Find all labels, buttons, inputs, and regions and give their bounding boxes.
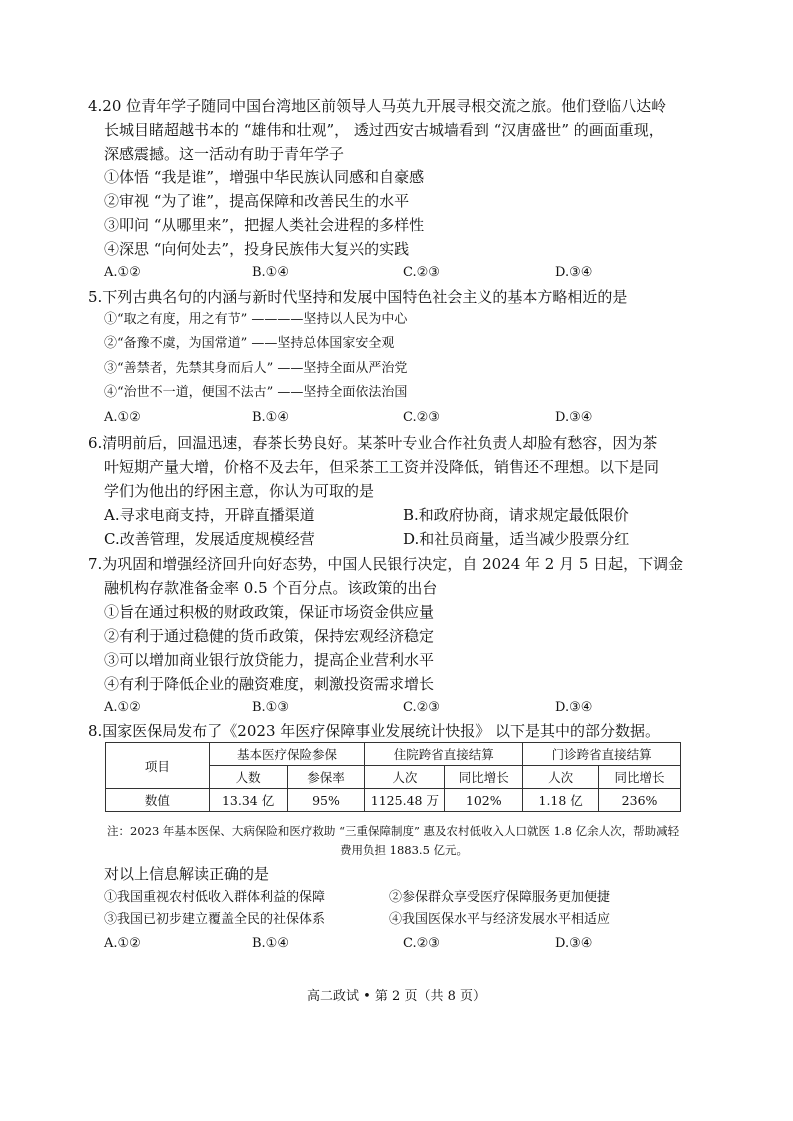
q7-item-1: ①旨在通过积极的财政政策，保证市场资金供应量	[104, 603, 435, 621]
table-item-header: 项目	[106, 743, 210, 789]
q5-option-a: A.①②	[104, 410, 141, 425]
q4-option-d: D.③④	[555, 265, 593, 280]
q8-item-2: ②参保群众享受医疗保障服务更加便捷	[389, 890, 611, 905]
q6-stem-line1: 6.清明前后，回温迅速，春茶长势良好。某茶叶专业合作社负责人却脸有愁容，因为茶	[88, 434, 658, 452]
q4-stem-line3: 深感震撼。这一活动有助于青年学子	[104, 145, 345, 163]
table-subheader: 同比增长	[599, 766, 681, 789]
q8-note-line1: 注：2023 年基本医保、大病保险和医疗救助 “三重保障制度” 惠及农村低收入人口就医 1.8 亿余人次，帮助减轻	[107, 824, 680, 838]
q8-item-4: ④我国医保水平与经济发展水平相适应	[389, 912, 611, 927]
q5-item-3: ③“善禁者，先禁其身而后人” ——坚持全面从严治党	[104, 361, 408, 376]
q4-item-3: ③叩问 “从哪里来”，把握人类社会进程的多样性	[104, 216, 425, 234]
q7-option-a: A.①②	[104, 700, 141, 715]
q5-item-4: ④“治世不一道，便国不法古” ——坚持全面依法治国	[104, 385, 408, 400]
q5-stem: 5.下列古典名句的内涵与新时代坚持和发展中国特色社会主义的基本方略相近的是	[88, 288, 628, 306]
q8-item-3: ③我国已初步建立覆盖全民的社保体系	[104, 912, 326, 927]
q5-option-b: B.①④	[252, 410, 289, 425]
q6-option-d: D.和社员商量，适当减少股票分红	[403, 530, 630, 548]
q7-item-4: ④有利于降低企业的融资难度，刺激投资需求增长	[104, 675, 435, 693]
table-header-row	[106, 743, 681, 766]
q4-stem-line2: 长城目睹超越书本的 “雄伟和壮观”， 透过西安古城墙看到 “汉唐盛世” 的画面重现，	[104, 121, 664, 139]
table-group-header: 门诊跨省直接结算	[523, 743, 681, 766]
table-cell: 236%	[599, 789, 681, 812]
table-subheader: 参保率	[287, 766, 365, 789]
page-footer: 高二政试 • 第 2 页（共 8 页）	[306, 989, 486, 1004]
q4-option-a: A.①②	[104, 265, 141, 280]
q8-option-c: C.②③	[403, 936, 440, 951]
q5-option-d: D.③④	[555, 410, 593, 425]
q8-option-a: A.①②	[104, 936, 141, 951]
table-group-header: 住院跨省直接结算	[365, 743, 523, 766]
q7-option-d: D.③④	[555, 700, 593, 715]
q8-question: 对以上信息解读正确的是	[104, 865, 270, 883]
q7-option-c: C.②③	[403, 700, 440, 715]
q8-option-b: B.①④	[252, 936, 289, 951]
q8-option-d: D.③④	[555, 936, 593, 951]
q7-item-3: ③可以增加商业银行放贷能力，提高企业营利水平	[104, 651, 435, 669]
table-cell: 1125.48 万	[365, 789, 445, 812]
table-cell: 102%	[445, 789, 523, 812]
table-group-header: 基本医疗保险参保	[209, 743, 365, 766]
q7-option-b: B.①③	[252, 700, 289, 715]
q6-stem-line3: 学们为他出的纾困主意，你认为可取的是	[104, 482, 375, 500]
q6-option-a: A.寻求电商支持，开辟直播渠道	[104, 506, 315, 524]
table-cell: 1.18 亿	[523, 789, 599, 812]
q8-item-1: ①我国重视农村低收入群体利益的保障	[104, 890, 326, 905]
q4-item-4: ④深思 “向何处去”，投身民族伟大复兴的实践	[104, 240, 410, 258]
q4-item-1: ①体悟 “我是谁”，增强中华民族认同感和自豪感	[104, 168, 425, 186]
table-cell: 13.34 亿	[209, 789, 287, 812]
q4-option-c: C.②③	[403, 265, 440, 280]
table-row	[106, 789, 681, 812]
table-cell: 95%	[287, 789, 365, 812]
q6-option-b: B.和政府协商，请求规定最低限价	[403, 506, 629, 524]
q6-stem-line2: 叶短期产量大增，价格不及去年，但采茶工工资并没降低，销售还不理想。以下是同	[104, 458, 660, 476]
table-row-label: 数值	[106, 789, 210, 812]
q7-stem-line1: 7.为巩固和增强经济回升向好态势，中国人民银行决定，自 2024 年 2 月 5 日起，下调金	[88, 555, 684, 573]
table-subheader: 同比增长	[445, 766, 523, 789]
q5-item-1: ①“取之有度，用之有节” ————坚持以人民为中心	[104, 312, 408, 327]
q8-note-line2: 费用负担 1883.5 亿元。	[340, 843, 469, 857]
q4-item-2: ②审视 “为了谁”，提高保障和改善民生的水平	[104, 192, 410, 210]
q7-item-2: ②有利于通过稳健的货币政策，保持宏观经济稳定	[104, 627, 435, 645]
q4-option-b: B.①④	[252, 265, 289, 280]
q7-stem-line2: 融机构存款准备金率 0.5 个百分点。该政策的出台	[104, 579, 438, 597]
table-subheader: 人数	[209, 766, 287, 789]
q8-data-table	[105, 742, 681, 812]
q5-item-2: ②“备豫不虞，为国常道” ——坚持总体国家安全观	[104, 336, 395, 351]
q8-stem: 8.国家医保局发布了《2023 年医疗保障事业发展统计快报》 以下是其中的部分数据。	[88, 722, 661, 740]
q4-stem-line1: 4.20 位青年学子随同中国台湾地区前领导人马英九开展寻根交流之旅。他们登临八达岭	[88, 97, 667, 115]
table-subheader: 人次	[523, 766, 599, 789]
q6-option-c: C.改善管理，发展适度规模经营	[104, 530, 315, 548]
q5-option-c: C.②③	[403, 410, 440, 425]
table-subheader: 人次	[365, 766, 445, 789]
